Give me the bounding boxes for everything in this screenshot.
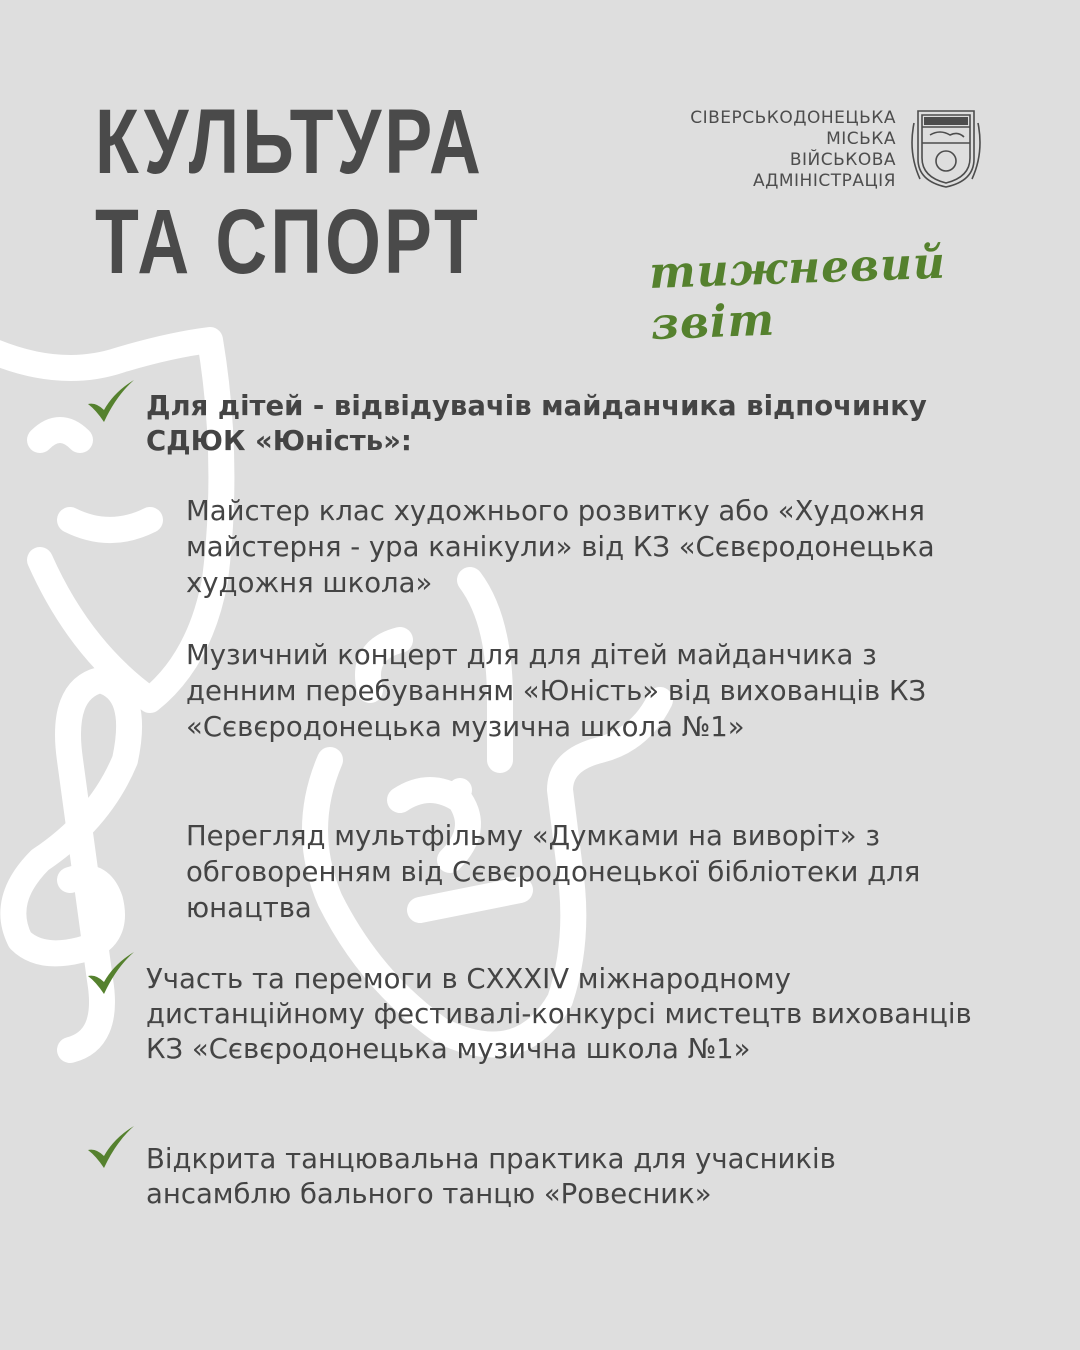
check-icon — [84, 378, 136, 424]
city-emblem-icon — [906, 103, 986, 191]
weekly-report-label: тижневий звіт — [648, 237, 947, 350]
organization-name — [690, 108, 896, 192]
organization-line-2: МІСЬКА — [826, 129, 896, 149]
organization-line-1: СІВЕРСЬКОДОНЕЦЬКА — [690, 108, 896, 128]
sub-list-item: Перегляд мультфільму «Думками на виворіт» з обговоренням від Сєвєродонецької бібліотеки для юнацтва — [186, 820, 921, 924]
sub-list-item: Майстер клас художнього розвитку або «Художня майстерня - ура канікули» від КЗ «Сєвєродонецька художня школа» — [186, 495, 935, 599]
check-icon — [84, 950, 136, 996]
check-icon — [84, 1124, 136, 1170]
page-title-line-1: КУЛЬТУРА — [95, 91, 484, 193]
page-title — [95, 92, 484, 292]
organization-line-4: АДМІНІСТРАЦІЯ — [752, 171, 896, 191]
sub-list-item: Музичний концерт для для дітей майданчика з денним перебуванням «Юність» від вихованців КЗ «Сєвєродонецька музична школа №1» — [186, 639, 927, 743]
list-item: Відкрита танцювальна практика для учасників ансамблю бального танцю «Ровесник» — [146, 1143, 836, 1210]
list-item: Для дітей - відвідувачів майданчика відпочинку СДЮК «Юність»: — [146, 390, 927, 457]
page-title-line-2: ТА СПОРТ — [95, 191, 482, 293]
list-item: Участь та перемоги в CXXXIV міжнародному дистанційному фестивалі-конкурсі мистецтв вихованців КЗ «Сєвєродонецька музична школа №1» — [146, 963, 972, 1065]
organization-line-3: ВІЙСЬКОВА — [789, 150, 896, 170]
